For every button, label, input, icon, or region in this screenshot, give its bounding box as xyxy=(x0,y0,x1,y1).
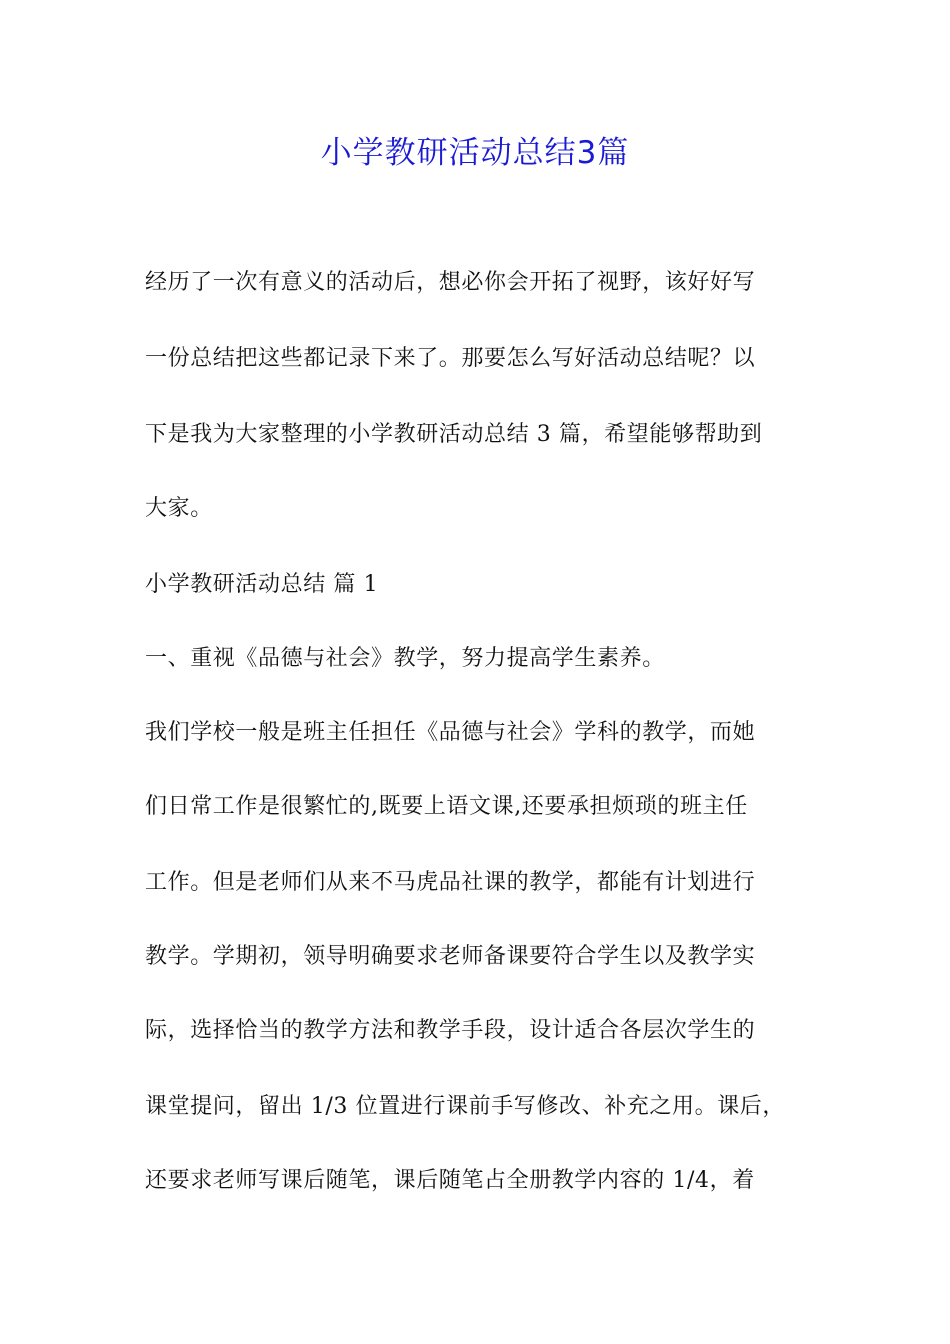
paragraph-line: 还要求老师写课后随笔，课后随笔占全册教学内容的 1/4，着 xyxy=(145,1168,755,1193)
paragraph-line: 际，选择恰当的教学方法和教学手段，设计适合各层次学生的 xyxy=(145,1018,756,1043)
paragraph-line: 我们学校一般是班主任担任《品德与社会》学科的教学，而她 xyxy=(145,720,756,745)
document-title: 小学教研活动总结3篇 xyxy=(320,135,630,171)
paragraph-line: 工作。但是老师们从来不马虎品社课的教学，都能有计划进行 xyxy=(145,870,756,895)
paragraph-line: 下是我为大家整理的小学教研活动总结 3 篇，希望能够帮助到 xyxy=(145,422,763,447)
paragraph-line: 课堂提问，留出 1/3 位置进行课前手写修改、补充之用。课后， xyxy=(145,1094,785,1119)
paragraph-line: 一份总结把这些都记录下来了。那要怎么写好活动总结呢？以 xyxy=(145,346,756,371)
paragraph-line: 经历了一次有意义的活动后，想必你会开拓了视野，该好好写 xyxy=(145,270,756,295)
paragraph-line: 大家。 xyxy=(145,496,213,521)
section-heading: 小学教研活动总结 篇 1 xyxy=(145,572,379,597)
paragraph-line: 们日常工作是很繁忙的,既要上语文课,还要承担烦琐的班主任 xyxy=(145,794,748,819)
subheading: 一、重视《品德与社会》教学，努力提高学生素养。 xyxy=(145,646,665,671)
paragraph-line: 教学。学期初，领导明确要求老师备课要符合学生以及教学实 xyxy=(145,944,756,969)
